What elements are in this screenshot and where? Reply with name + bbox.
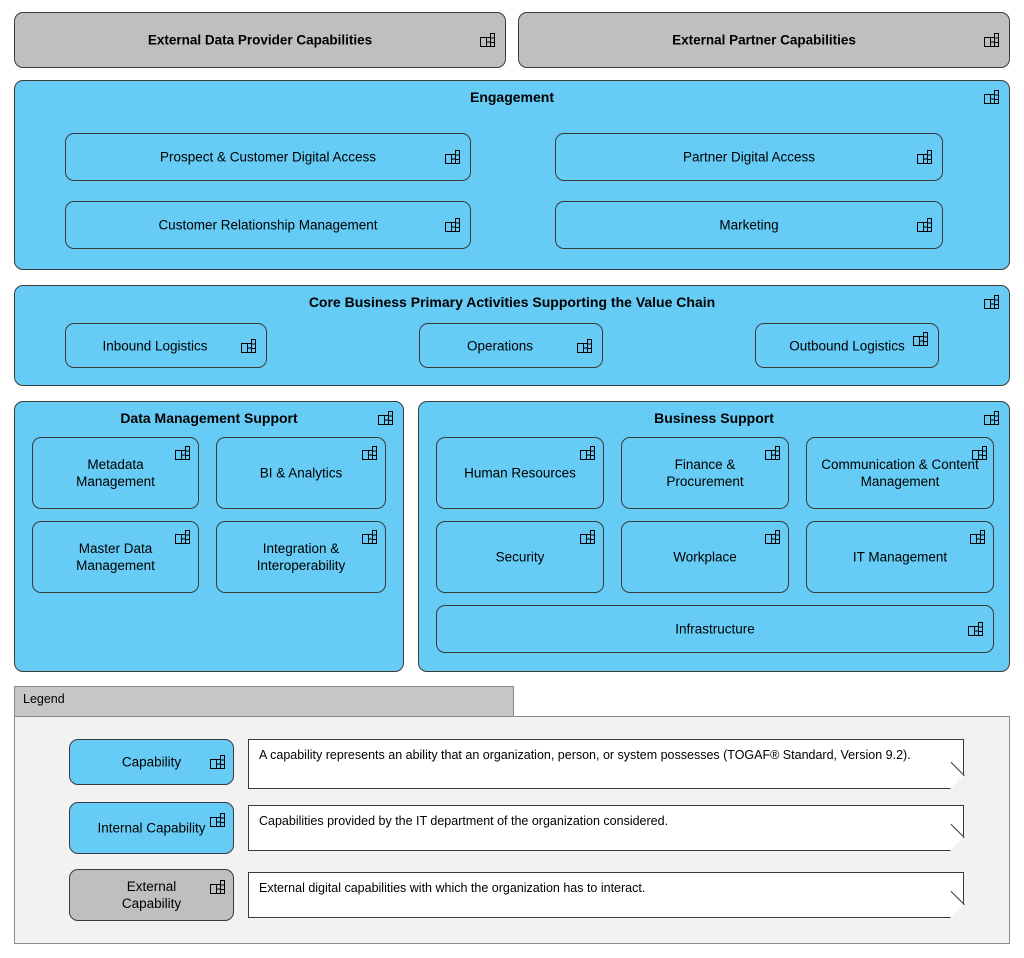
capability-icon [917,218,932,232]
box-label: Human Resources [464,465,576,481]
group-title: Core Business Primary Activities Supporting the Value Chain [308,294,716,310]
legend-body [14,716,1010,944]
group-business-support[interactable] [418,401,1010,672]
box-label: Communication & Content Management [821,457,979,489]
capability-icon [765,530,780,544]
capability-icon [210,813,225,827]
capability-icon [362,530,377,544]
external-capability-partner[interactable] [518,12,1010,68]
box-label: Metadata Management [76,457,155,489]
capability-icon [241,339,256,353]
note-fold-corner [950,904,964,918]
note-fold-line [951,891,965,905]
capability-customer-relationship-management[interactable] [65,201,471,249]
capability-marketing[interactable] [555,201,943,249]
capability-integration-interoperability[interactable] [216,521,386,593]
box-label: Marketing [719,217,779,233]
box-label: Partner Digital Access [682,149,816,165]
capability-icon [970,530,985,544]
capability-communication-content-management[interactable] [806,437,994,509]
capability-icon [984,411,999,425]
legend-title: Legend [23,692,65,706]
capability-icon [378,411,393,425]
capability-icon [972,446,987,460]
legend-swatch-label: External Capability [121,879,182,911]
capability-metadata-management[interactable] [32,437,199,509]
capability-infrastructure[interactable] [436,605,994,653]
capability-operations[interactable] [419,323,603,368]
capability-it-management[interactable] [806,521,994,593]
capability-icon [445,218,460,232]
note-fold-line [951,762,965,776]
group-core-business-primary-activities[interactable] [14,285,1010,386]
legend-swatch-internal-capability [69,802,234,854]
capability-icon [968,622,983,636]
capability-inbound-logistics[interactable] [65,323,267,368]
capability-icon [577,339,592,353]
capability-icon [580,446,595,460]
note-fold-line [951,824,965,838]
group-title: Data Management Support [120,410,298,426]
capability-icon [984,90,999,104]
box-label: Operations [466,338,534,353]
box-label: Integration & Interoperability [256,541,346,573]
legend-description-external-capability [248,872,964,918]
capability-icon [984,295,999,309]
capability-finance-procurement[interactable] [621,437,789,509]
capability-icon [175,530,190,544]
note-fold-corner [950,837,964,851]
legend-description-internal-capability [248,805,964,851]
capability-icon [210,755,225,769]
box-label: External Partner Capabilities [672,32,856,48]
box-label: Workplace [673,549,737,565]
box-label: Inbound Logistics [102,338,208,353]
box-label: Prospect & Customer Digital Access [159,149,377,165]
box-label: External Data Provider Capabilities [147,32,373,48]
box-label: BI & Analytics [259,465,343,481]
capability-icon [917,150,932,164]
group-data-management-support[interactable] [14,401,404,672]
legend-swatch-label: Internal Capability [97,820,206,836]
legend-description-capability [248,739,964,789]
capability-icon [480,33,495,47]
box-label: Security [495,549,545,565]
legend-description-text: A capability represents an ability that an organization, person, or system possesses (TOGAF® Standard, Version 9.2). [259,748,911,762]
capability-master-data-management[interactable] [32,521,199,593]
note-fold-corner [950,775,964,789]
box-label: Infrastructure [675,621,755,637]
external-capability-data-provider[interactable] [14,12,506,68]
capability-icon [765,446,780,460]
box-label: Finance & Procurement [666,457,744,489]
box-label: IT Management [852,549,948,565]
capability-icon [984,33,999,47]
box-label: Outbound Logistics [789,338,905,353]
legend-description-text: External digital capabilities with which the organization has to interact. [259,881,646,895]
capability-partner-digital-access[interactable] [555,133,943,181]
legend-tab [14,686,514,716]
capability-bi-analytics[interactable] [216,437,386,509]
capability-human-resources[interactable] [436,437,604,509]
legend-swatch-external-capability [69,869,234,921]
capability-icon [362,446,377,460]
capability-workplace[interactable] [621,521,789,593]
box-label: Master Data Management [76,541,155,573]
group-title: Business Support [654,410,774,426]
capability-prospect-customer-digital-access[interactable] [65,133,471,181]
capability-icon [210,880,225,894]
legend-swatch-label: Capability [121,754,182,770]
box-label: Customer Relationship Management [158,217,378,233]
legend-description-text: Capabilities provided by the IT department of the organization considered. [259,814,669,828]
group-title: Engagement [469,89,554,105]
capability-icon [913,332,928,346]
capability-outbound-logistics[interactable] [755,323,939,368]
capability-icon [580,530,595,544]
capability-icon [445,150,460,164]
capability-icon [175,446,190,460]
group-engagement[interactable] [14,80,1010,270]
legend-swatch-capability [69,739,234,785]
capability-security[interactable] [436,521,604,593]
